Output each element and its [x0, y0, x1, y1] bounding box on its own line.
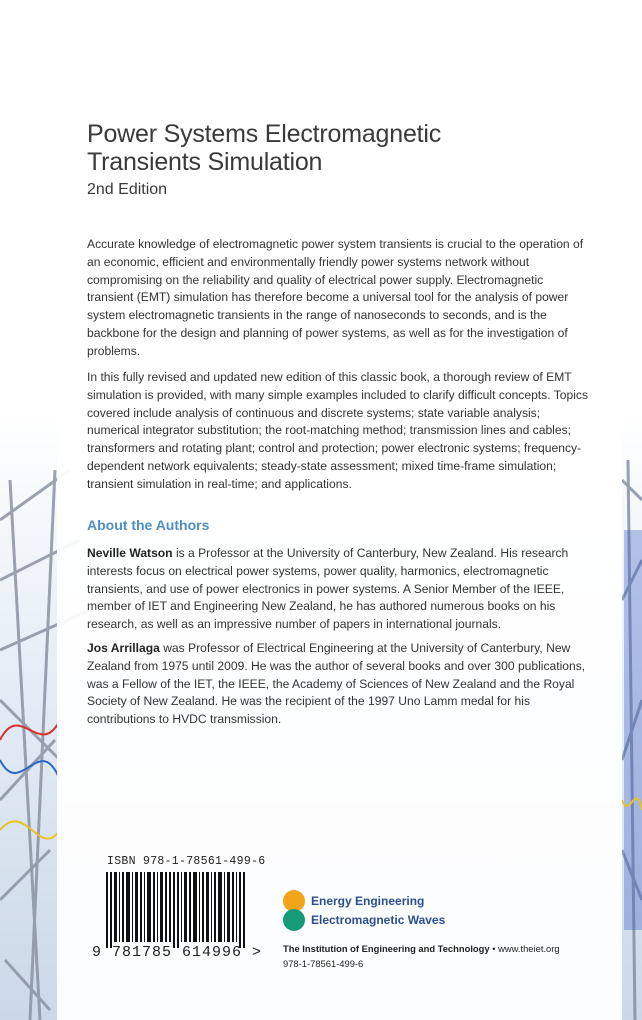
- book-title: [87, 120, 587, 176]
- publisher-line: [283, 943, 560, 954]
- isbn-label: ISBN 978-1-78561-499-6: [107, 855, 266, 868]
- barcode-bars: [106, 872, 246, 948]
- publisher-isbn: 978-1-78561-499-6: [283, 958, 364, 969]
- series-label-2: Electromagnetic Waves: [311, 913, 446, 927]
- about-authors-heading: About the Authors: [87, 517, 210, 533]
- barcode: [86, 866, 266, 976]
- description-paragraph-1: Accurate knowledge of electromagnetic power system transients is crucial to the operation of an economic, efficient and environmentally friendly power systems network without compromising on the reliability and quality of electrical power supply. Electromagnetic transient (EMT) simulation has therefore become a universal tool for the analysis of power system electromagnetic transients in the range of nanoseconds to seconds, and is the backbone for the design and planning of power systems, as well as for the investigation of problems.: [87, 237, 584, 358]
- author-bio-1-text: is a Professor at the University of Canterbury, New Zealand. His research interests focus on electrical power systems, power quality, harmonics, electromagnetic transients, and use of power electronics in power systems. A Senior Member of the IEEE, member of IET and Engineering New Zealand, he has authored numerous books on his research, as well as an impressive number of papers in international journals.: [87, 546, 569, 632]
- publisher-name: The Institution of Engineering and Technology: [283, 943, 490, 954]
- publisher-url[interactable]: www.theiet.org: [498, 943, 560, 954]
- author-bio-1: [87, 545, 591, 634]
- author-bio-2-text: was Professor of Electrical Engineering at the University of Canterbury, New Zealand from 1975 until 2009. He was the author of several books and over 300 publications, was a Fellow of the IET, the IEEE, the Academy of Sciences of New Zealand and the Royal Society of New Zealand. He was the recipient of the 1997 Uno Lamm medal for his contributions to HVDC transmission.: [87, 641, 586, 727]
- author-name-2: Jos Arrillaga: [87, 641, 160, 655]
- green-circle-icon: [283, 909, 305, 931]
- title-line-2: Transients Simulation: [87, 148, 323, 176]
- barcode-digits: 9 781785 614996 >: [92, 944, 263, 961]
- title-line-1: Power Systems Electromagnetic: [87, 120, 442, 148]
- description-paragraph-2: In this fully revised and updated new edition of this classic book, a thorough review of EMT simulation is provided, with many simple examples included to clarify difficult concepts. Topics covered include analysis of continuous and discrete systems; state variable analysis; numerical integrator substitution; the root-matching method; transmission lines and cables; transformers and rotating plant; control and protection; power electronic systems; frequency-dependent network equivalents; steady-state assessment; mixed time-frame simulation; transient simulation in real-time; and applications.: [87, 370, 588, 491]
- series-label-1: Energy Engineering: [311, 894, 425, 908]
- series-electromagnetic-waves: [283, 909, 445, 931]
- author-name-1: Neville Watson: [87, 546, 173, 560]
- author-bio-2: [87, 640, 591, 729]
- edition-label: 2nd Edition: [87, 181, 168, 198]
- publisher-separator: •: [489, 943, 499, 954]
